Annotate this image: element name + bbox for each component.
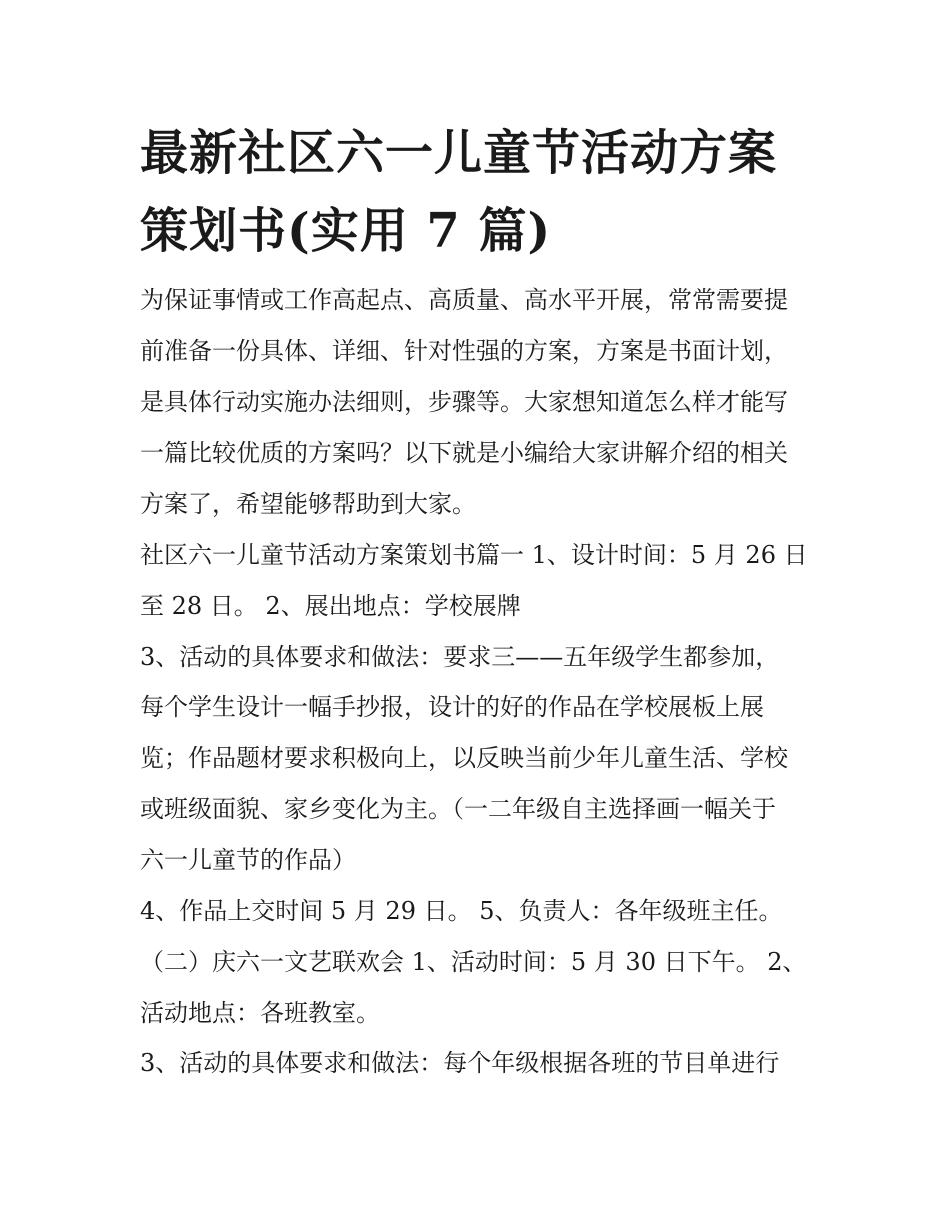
body-line: 或班级面貌、家乡变化为主。（一二年级自主选择画一幅关于 <box>140 795 776 823</box>
body-line: 至 28 日。 2、展出地点：学校展牌 <box>140 592 521 620</box>
body-line: 3、活动的具体要求和做法：每个年级根据各班的节目单进行 <box>140 1049 780 1077</box>
body-line: 活动地点：各班教室。 <box>140 999 380 1027</box>
body-line: 一篇比较优质的方案吗？以下就是小编给大家讲解介绍的相关 <box>140 439 788 467</box>
body-line: 是具体行动实施办法细则，步骤等。大家想知道怎么样才能写 <box>140 388 788 416</box>
body-line: 4、作品上交时间 5 月 29 日。 5、负责人：各年级班主任。 <box>140 897 783 925</box>
document-title <box>140 114 830 270</box>
body-line: 为保证事情或工作高起点、高质量、高水平开展，常常需要提 <box>140 286 788 314</box>
body-line: 3、活动的具体要求和做法：要求三——五年级学生都参加， <box>140 643 780 671</box>
title-line-1: 最新社区六一儿童节活动方案 <box>140 125 778 181</box>
body-line: （二）庆六一文艺联欢会 1、活动时间：5 月 30 日下午。 2、 <box>140 948 807 976</box>
body-line: 前准备一份具体、详细、针对性强的方案，方案是书面计划， <box>140 337 788 365</box>
title-line-2: 策划书(实用 7 篇) <box>140 203 552 259</box>
body-line: 览；作品题材要求积极向上，以反映当前少年儿童生活、学校 <box>140 744 788 772</box>
body-line: 每个学生设计一幅手抄报，设计的好的作品在学校展板上展 <box>140 693 764 721</box>
body-line: 六一儿童节的作品） <box>140 846 356 874</box>
body-line: 方案了，希望能够帮助到大家。 <box>140 490 476 518</box>
body-line: 社区六一儿童节活动方案策划书篇一 1、设计时间：5 月 26 日 <box>140 541 808 569</box>
